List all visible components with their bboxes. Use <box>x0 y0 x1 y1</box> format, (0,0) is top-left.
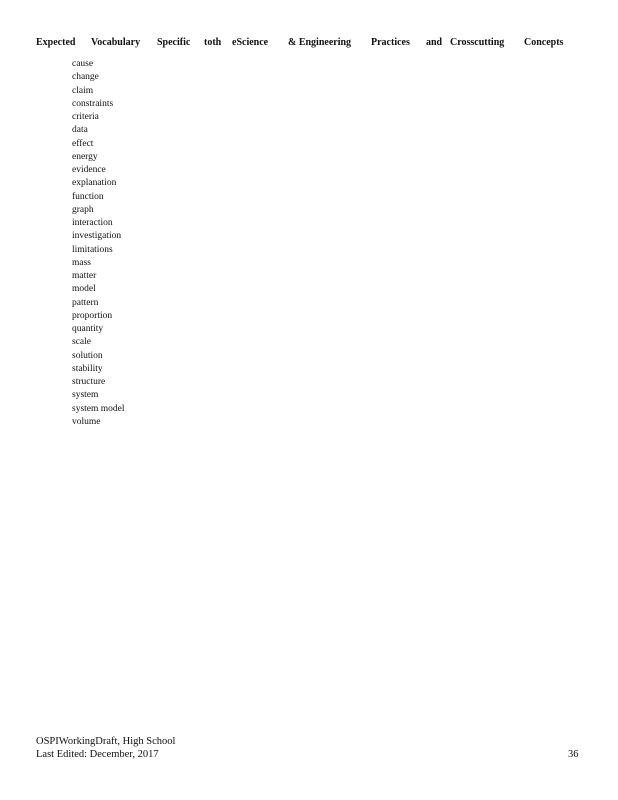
vocabulary-term: mass <box>72 257 91 268</box>
list-item <box>0 164 618 177</box>
list-item <box>0 111 618 124</box>
vocabulary-term: data <box>72 125 88 136</box>
heading-word: Concepts <box>524 37 564 48</box>
vocabulary-term: volume <box>72 416 101 427</box>
list-item <box>0 98 618 111</box>
vocabulary-term: system model <box>72 403 125 414</box>
section-heading <box>0 37 618 51</box>
heading-word: and <box>426 37 443 48</box>
heading-word: Specific <box>157 37 191 48</box>
vocabulary-list <box>0 58 618 429</box>
list-item <box>0 138 618 151</box>
vocabulary-term: effect <box>72 138 94 149</box>
vocabulary-term: solution <box>72 350 103 361</box>
heading-word: Vocabulary <box>91 37 141 48</box>
list-item <box>0 257 618 270</box>
list-item <box>0 323 618 336</box>
list-item <box>0 283 618 296</box>
heading-word: Crosscutting <box>450 37 505 48</box>
vocabulary-term: criteria <box>72 112 99 122</box>
list-item <box>0 124 618 137</box>
footer-draft-label: OSPIWorkingDraft, High School <box>36 736 176 747</box>
vocabulary-term: graph <box>72 204 94 215</box>
list-item <box>0 389 618 402</box>
vocabulary-term: proportion <box>72 310 113 321</box>
vocabulary-term: scale <box>72 337 91 348</box>
list-item <box>0 58 618 71</box>
heading-word: eScience <box>232 37 269 48</box>
list-item <box>0 297 618 310</box>
vocabulary-term: cause <box>72 59 94 69</box>
vocabulary-term: change <box>72 72 99 83</box>
vocabulary-term: pattern <box>72 297 99 308</box>
vocabulary-term: matter <box>72 271 97 281</box>
vocabulary-term: constraints <box>72 98 114 109</box>
footer-last-edited: Last Edited: December, 2017 <box>36 749 159 760</box>
vocabulary-term: model <box>72 284 96 295</box>
list-item <box>0 416 618 429</box>
vocabulary-term: limitations <box>72 244 113 255</box>
list-item <box>0 244 618 257</box>
list-item <box>0 350 618 363</box>
vocabulary-term: quantity <box>72 324 104 334</box>
list-item <box>0 204 618 217</box>
vocabulary-term: system <box>72 390 99 401</box>
vocabulary-term: interaction <box>72 218 113 228</box>
vocabulary-term: evidence <box>72 165 106 175</box>
list-item <box>0 310 618 323</box>
vocabulary-term: explanation <box>72 178 117 189</box>
page-number: 36 <box>568 749 579 760</box>
heading-word: & Engineering <box>288 37 352 48</box>
list-item <box>0 403 618 416</box>
list-item <box>0 71 618 84</box>
heading-word: Expected <box>36 37 76 48</box>
list-item <box>0 85 618 98</box>
heading-word: Practices <box>371 37 410 48</box>
list-item <box>0 217 618 230</box>
vocabulary-term: stability <box>72 363 103 374</box>
vocabulary-term: structure <box>72 377 106 387</box>
heading-word: toth <box>204 37 222 48</box>
list-item <box>0 363 618 376</box>
list-item <box>0 151 618 164</box>
list-item <box>0 270 618 283</box>
vocabulary-term: function <box>72 191 104 202</box>
vocabulary-term: claim <box>72 85 94 96</box>
list-item <box>0 177 618 190</box>
list-item <box>0 191 618 204</box>
list-item <box>0 336 618 349</box>
list-item <box>0 376 618 389</box>
list-item <box>0 230 618 243</box>
vocabulary-term: investigation <box>72 231 122 242</box>
vocabulary-term: energy <box>72 151 98 162</box>
